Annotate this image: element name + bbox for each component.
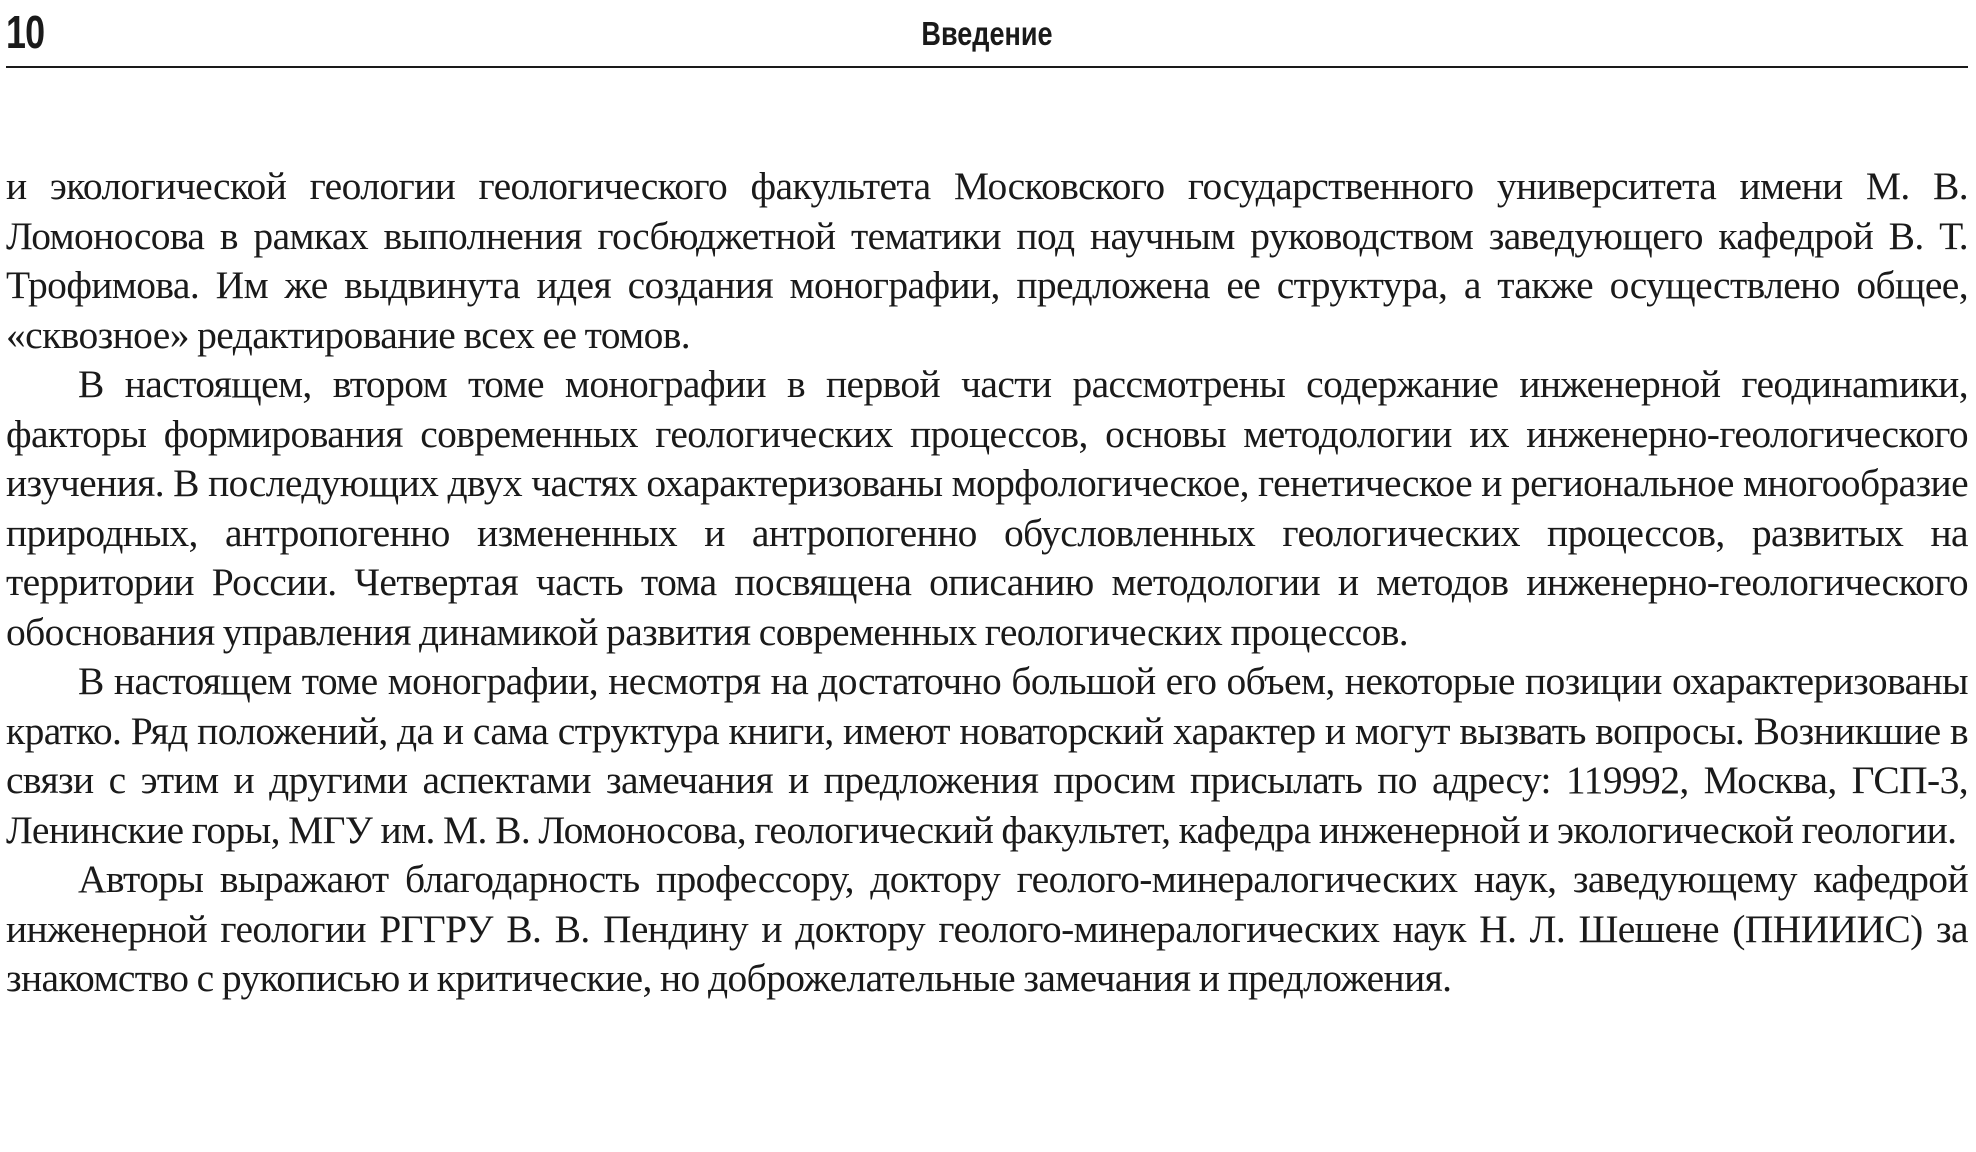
paragraph: Авторы выражают благодарность профессору, доктору геолого-минералогических наук, заведующему кафедрой инженерной геологии РГГРУ В. В. Пендину и доктору геолого-минералогических наук Н. Л. Шешене (ПНИИИС) за знакомство с рукописью и критические, но доброжелательные замечания и предложения. — [6, 857, 1968, 1000]
page-header — [6, 0, 1968, 68]
paragraph: В настоящем, втором томе монографии в первой части рассмотрены содержание инженерной геодинаmики, факторы формирования современных геологических процессов, основы методологии их инженерно-геологического изучения. В последующих двух частях охарактеризованы морфологическое, генетическое и региональное многообразие природных, антропогенно измененных и антропогенно обусловленных геологических процессов, развитых на территории России. Четвертая часть тома посвящена описанию методологии и методов инженерно-геологического обоснования управления динамикой развития современных геологических процессов. — [6, 362, 1968, 654]
running-title: Введение — [921, 15, 1053, 52]
paragraph: В настоящем томе монографии, несмотря на достаточно большой его объем, некоторые позиции охарактеризованы кратко. Ряд положений, да и сама структура книги, имеют новаторский характер и могут вызвать вопросы. Возникшие в связи с этим и другими аспектами замечания и предложения просим присылать по адресу: 119992, Москва, ГСП-3, Ленинские горы, МГУ им. М. В. Ломоносова, геологический факультет, кафедра инженерной и экологической геологии. — [6, 659, 1968, 852]
body-text — [6, 162, 1968, 1004]
paragraph-continuation: и экологической геологии геологического факультета Московского государственного университета имени М. В. Ломоносова в рамках выполнения госбюджетной тематики под научным руководством заведующего кафедрой В. Т. Трофимова. Им же выдвинута идея создания монографии, предложена ее структура, а также осуществлено общее, «сквозное» редактирование всех ее томов. — [6, 164, 1968, 357]
page-number: 10 — [6, 6, 45, 58]
